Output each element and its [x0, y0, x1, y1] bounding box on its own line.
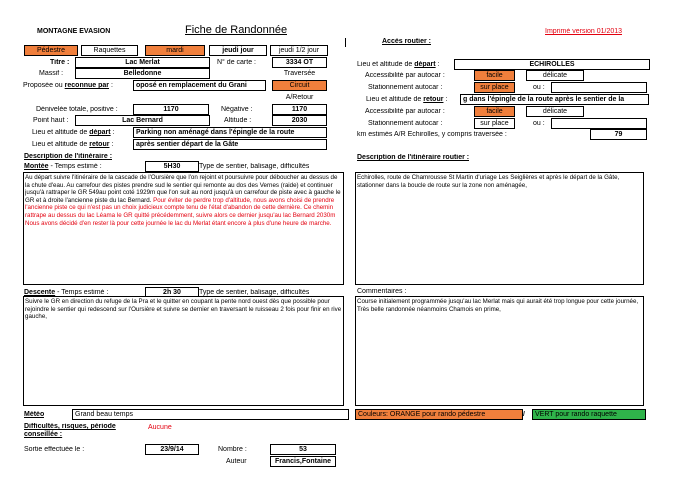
- traversee-option[interactable]: Traversée: [272, 68, 327, 79]
- descente-label: Descente - Temps estimé :: [24, 289, 109, 296]
- montee-time-field[interactable]: 5H30: [145, 161, 199, 172]
- station2-ou-field[interactable]: [551, 118, 647, 129]
- station1-label: Stationnement autocar :: [368, 84, 443, 91]
- day-name[interactable]: mardi: [145, 45, 205, 56]
- nombre-field[interactable]: 53: [270, 444, 336, 455]
- meteo-label: Météo: [24, 411, 45, 418]
- lieu-retour-label: Lieu et altitude de retour :: [366, 96, 448, 103]
- station1-ou-field[interactable]: [551, 82, 647, 93]
- descente-textarea[interactable]: [23, 296, 344, 406]
- lieu-depart-field[interactable]: ECHIROLLES: [454, 59, 650, 70]
- station1-field[interactable]: sur place: [474, 82, 515, 93]
- deniv-field[interactable]: 1170: [133, 104, 209, 115]
- access1-delicate[interactable]: délicate: [526, 70, 584, 81]
- negative-field[interactable]: 1170: [272, 104, 327, 115]
- print-version: Imprimé version 01/2013: [545, 28, 623, 35]
- day-full[interactable]: jeudi jour: [209, 45, 267, 56]
- nombre-label: Nombre :: [218, 446, 247, 453]
- station2-ou: ou :: [533, 120, 545, 127]
- desc-routier-title: Description de l'itinéraire routier :: [357, 154, 470, 161]
- access1-label: Accessibilité par autocar :: [365, 72, 445, 79]
- type-sentier-label-2: Type de sentier, balisage, difficultés: [199, 289, 310, 296]
- access1-facile[interactable]: facile: [474, 70, 515, 81]
- deniv-label: Dénivelée totale, positive :: [36, 106, 118, 113]
- day-half[interactable]: jeudi 1/2 jour: [270, 45, 328, 56]
- carte-label: N° de carte :: [217, 59, 256, 66]
- negative-label: Négative :: [221, 106, 253, 113]
- comment-textarea[interactable]: [355, 296, 644, 406]
- desc-title: Description de l'itinéraire :: [24, 153, 113, 160]
- massif-field[interactable]: Belledonne: [75, 68, 210, 79]
- lieu-depart-label: Lieu et altitude de départ :: [357, 61, 440, 68]
- auteur-label: Auteur: [226, 458, 247, 465]
- header-divider: [345, 38, 346, 47]
- desc-routier-text: Echirolles, route de Chamrousse St Martin d'uriage Les Seiglières et après le départ de la Gâte, stationner dans la boucle de route sur la zone non aménagée,: [357, 174, 620, 189]
- access2-facile[interactable]: facile: [474, 106, 515, 117]
- altitude-label: Altitude :: [224, 117, 252, 124]
- propose-field[interactable]: oposé en remplacement du Grani: [133, 80, 266, 91]
- point-haut-field[interactable]: Lac Bernard: [75, 115, 210, 126]
- comment-label: Commentaires :: [357, 288, 407, 295]
- carte-field[interactable]: 3334 OT: [272, 57, 327, 68]
- descente-text: Suivre le GR en direction du refuge de la Pra et le quitter en coupant la pente nord ouest dès que possible pour rejoindre le sentier qui redescend sur l'Oursière et suivre se dernier en traversant le ruisseau 2 fois pour finir en rive gauche,: [25, 298, 342, 321]
- km-field[interactable]: 79: [590, 129, 647, 140]
- depart-field[interactable]: Parking non aménagé dans l'épingle de la route: [133, 127, 327, 138]
- massif-label: Massif :: [39, 70, 64, 77]
- propose-label: Proposée ou reconnue par :: [23, 82, 113, 89]
- acces-title: Accès routier :: [382, 38, 432, 45]
- legend-slash: /: [523, 411, 525, 418]
- montee-text: Au départ suivre l'itinéraire de la cascade de l'Oursière que l'on rejoint et poursuivre pour déboucher au dessus de la chute d'eau. Au carrefour des pistes prendre sud le sentier qui remonte au dos des Vernes (raide) et continuer jusqu'à rattraper le GR 549au point coté 1929m que l'on suit au nord jusqu'à un carrefour de piste avec à gauche le GR et à droite l'ancienne piste du lac Bernard. Pour éviter de perdre trop d'altitude, nous avons choisi de prendre l'ancienne piste ce qui n'est pas un choix judicieux compte tenu de l'état d'abandon de cette dernière. Ce chemin rattrape au dessus du lac Léama le GR quitté précédemment, suivre alors ce dernier jusqu'au lac Bernard 2030m Nous avons décidé d'en rester là pour cette journée le lac du Merlat étant encore à plus d'une heure de marche.: [25, 174, 341, 227]
- legend-orange: Couleurs: ORANGE pour rando pédestre: [355, 409, 523, 420]
- access2-delicate[interactable]: délicate: [526, 106, 584, 117]
- sortie-field[interactable]: 23/9/14: [145, 444, 199, 455]
- type-sentier-label-1: Type de sentier, balisage, difficultés: [199, 163, 310, 170]
- mode-pedestre[interactable]: Pédestre: [24, 45, 78, 56]
- sortie-label: Sortie effectuée le :: [24, 446, 85, 453]
- circuit-option[interactable]: Circuit: [272, 80, 327, 91]
- diff-label: Difficultés, risques, période conseillée :: [24, 423, 116, 438]
- mode-raquettes[interactable]: Raquettes: [81, 45, 138, 56]
- meteo-field[interactable]: Grand beau temps: [72, 409, 349, 420]
- montee-label: Montée - Temps estimé :: [24, 163, 102, 170]
- depart-label: Lieu et altitude de départ :: [32, 129, 115, 136]
- descente-time-field[interactable]: 2h 30: [145, 287, 199, 298]
- station1-ou: ou :: [533, 84, 545, 91]
- aretour-option[interactable]: A/Retour: [272, 92, 327, 103]
- desc-routier-textarea[interactable]: [355, 172, 644, 285]
- titre-field[interactable]: Lac Merlat: [75, 57, 210, 68]
- lieu-retour-field[interactable]: g dans l'épingle de la route après le sentier de la: [460, 94, 649, 105]
- comment-text: Course initialement programmée jusqu'au lac Merlat mais qui aurait été trop longue pour cette journée, Très belle randonnée néanmoins Chamois en prime,: [357, 298, 639, 313]
- retour-field[interactable]: après sentier départ de la Gâte: [133, 139, 327, 150]
- altitude-field[interactable]: 2030: [272, 115, 327, 126]
- station2-label: Stationnement autocar :: [368, 120, 443, 127]
- org-name: MONTAGNE EVASION: [37, 28, 111, 35]
- diff-value[interactable]: Aucune: [148, 424, 172, 431]
- titre-label: Titre :: [50, 59, 70, 66]
- km-label: km estimés A/R Echirolles, y compris traversée :: [357, 131, 507, 138]
- retour-label: Lieu et altitude de retour :: [32, 141, 114, 148]
- station2-field[interactable]: sur place: [474, 118, 515, 129]
- point-haut-label: Point haut :: [33, 117, 69, 124]
- auteur-field[interactable]: Francis,Fontaine: [270, 456, 336, 467]
- montee-textarea[interactable]: [23, 172, 344, 285]
- access2-label: Accessibilité par autocar :: [365, 108, 445, 115]
- legend-green: VERT pour rando raquette: [532, 409, 646, 420]
- page-title: Fiche de Randonnée: [185, 25, 288, 36]
